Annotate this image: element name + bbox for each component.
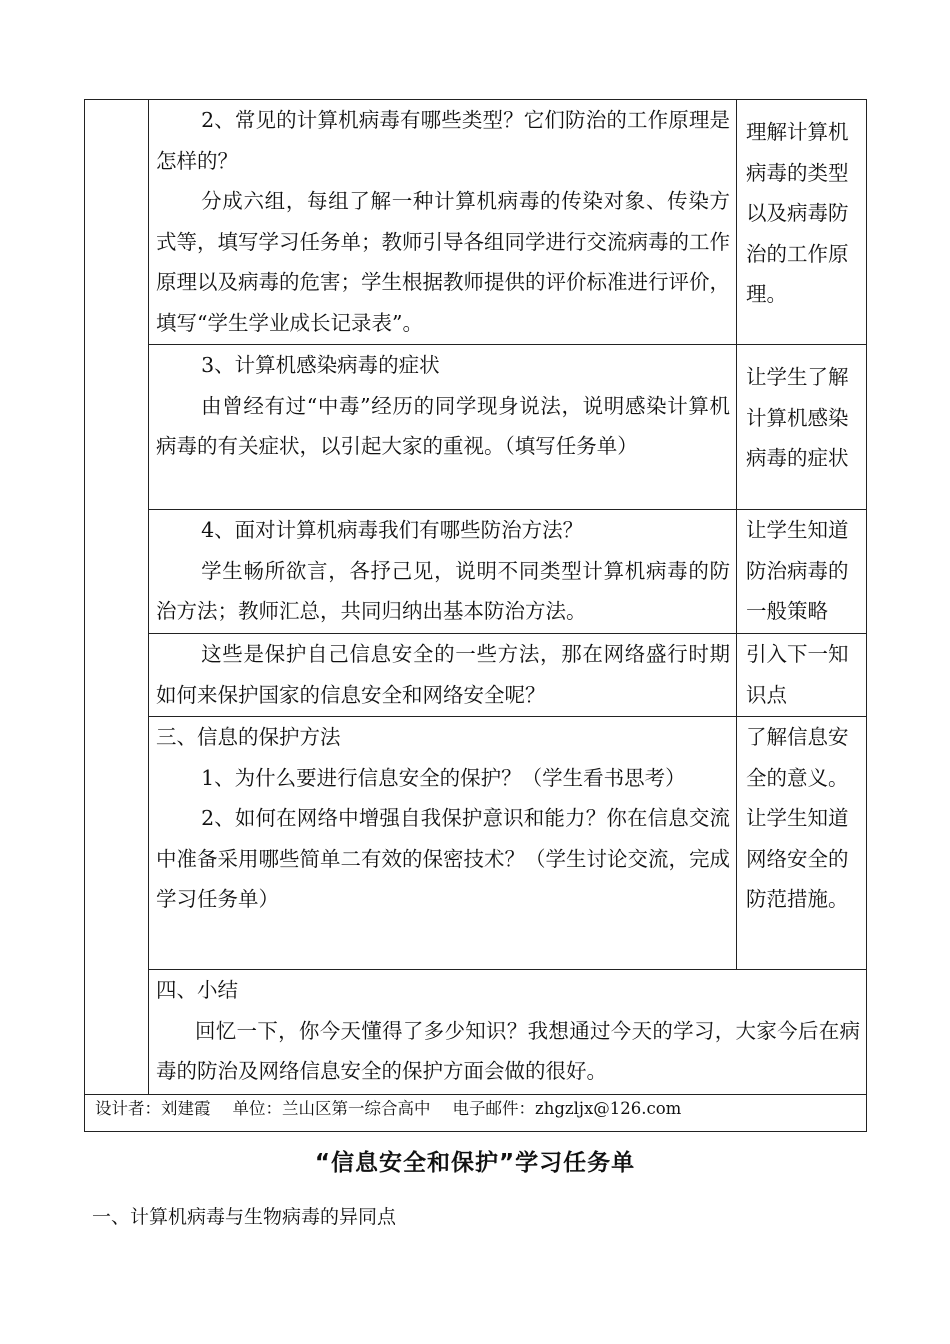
- activity-text: 由曾经有过“中毒”经历的同学现身说法，说明感染计算机病毒的有关症状，以引起大家的重视。（填写任务单）: [156, 393, 730, 458]
- aim-text: 理解计算机病毒的类型以及病毒防治的工作原理。: [746, 120, 849, 306]
- worksheet-title: “信息安全和保护”学习任务单: [314, 1150, 636, 1176]
- designer-text: 设计者：刘建霞: [95, 1099, 211, 1118]
- question-text: 4、面对计算机病毒我们有哪些防治方法？: [201, 518, 584, 542]
- table-row: [85, 510, 867, 634]
- question-text: 3、计算机感染病毒的症状: [201, 353, 440, 377]
- section-heading: 三、信息的保护方法: [156, 725, 341, 749]
- question-text: 1、为什么要进行信息安全的保护？（学生看书思考）: [201, 765, 686, 790]
- question-text: 2、如何在网络中增强自我保护意识和能力？你在信息交流中准备采用哪些简单二有效的保密技术？（学生讨论交流，完成学习任务单）: [156, 806, 730, 911]
- question-text: 2、常见的计算机病毒有哪些类型？它们防治的工作原理是怎样的？: [156, 108, 730, 173]
- table-row: [85, 717, 867, 970]
- content-cell: [149, 634, 737, 717]
- activity-text: 学生畅所欲言，各抒己见，说明不同类型计算机病毒的防治方法；教师汇总，共同归纳出基本防治方法。: [156, 558, 730, 623]
- table-row: [85, 970, 867, 1095]
- summary-cell: [149, 970, 867, 1095]
- summary-text: 回忆一下，你今天懂得了多少知识？我想通过今天的学习，大家今后在病毒的防治及网络信息安全的保护方面会做的很好。: [156, 1018, 860, 1083]
- aim-cell: [737, 345, 867, 510]
- worksheet-section-heading: 一、计算机病毒与生物病毒的异同点: [92, 1206, 397, 1228]
- table-row: [85, 634, 867, 717]
- content-cell: [149, 510, 737, 634]
- aim-text: 让学生了解计算机感染病毒的症状: [746, 365, 849, 470]
- aim-cell: [737, 100, 867, 345]
- aim-cell: [737, 510, 867, 634]
- table-row: [85, 345, 867, 510]
- blank-stage-column: [85, 100, 149, 1095]
- table-row: [85, 100, 867, 345]
- unit-text: 单位：兰山区第一综合高中: [232, 1099, 431, 1118]
- activity-text: 分成六组，每组了解一种计算机病毒的传染对象、传染方式等，填写学习任务单；教师引导各组同学进行交流病毒的工作原理以及病毒的危害；学生根据教师提供的评价标准进行评价，填写“学生学业成长记录表”。: [156, 189, 730, 335]
- aim-cell: [737, 634, 867, 717]
- table-row: [85, 1095, 867, 1132]
- aim-text: 让学生知道防治病毒的一般策略: [746, 518, 849, 623]
- content-cell: [149, 345, 737, 510]
- transition-text: 这些是保护自己信息安全的一些方法，那在网络盛行时期如何来保护国家的信息安全和网络安全呢？: [156, 642, 730, 707]
- aim-text: 了解信息安全的意义。: [746, 725, 849, 790]
- lesson-plan-table: [84, 99, 867, 1132]
- aim-cell: [737, 717, 867, 970]
- content-cell: [149, 717, 737, 970]
- footer-cell: [85, 1095, 867, 1132]
- section-heading: 四、小结: [156, 978, 238, 1002]
- email-text: 电子邮件：zhgzljx@126.com: [452, 1099, 682, 1118]
- aim-text: 引入下一知识点: [746, 642, 849, 707]
- aim-text: 让学生知道网络安全的防范措施。: [746, 806, 849, 911]
- content-cell: [149, 100, 737, 345]
